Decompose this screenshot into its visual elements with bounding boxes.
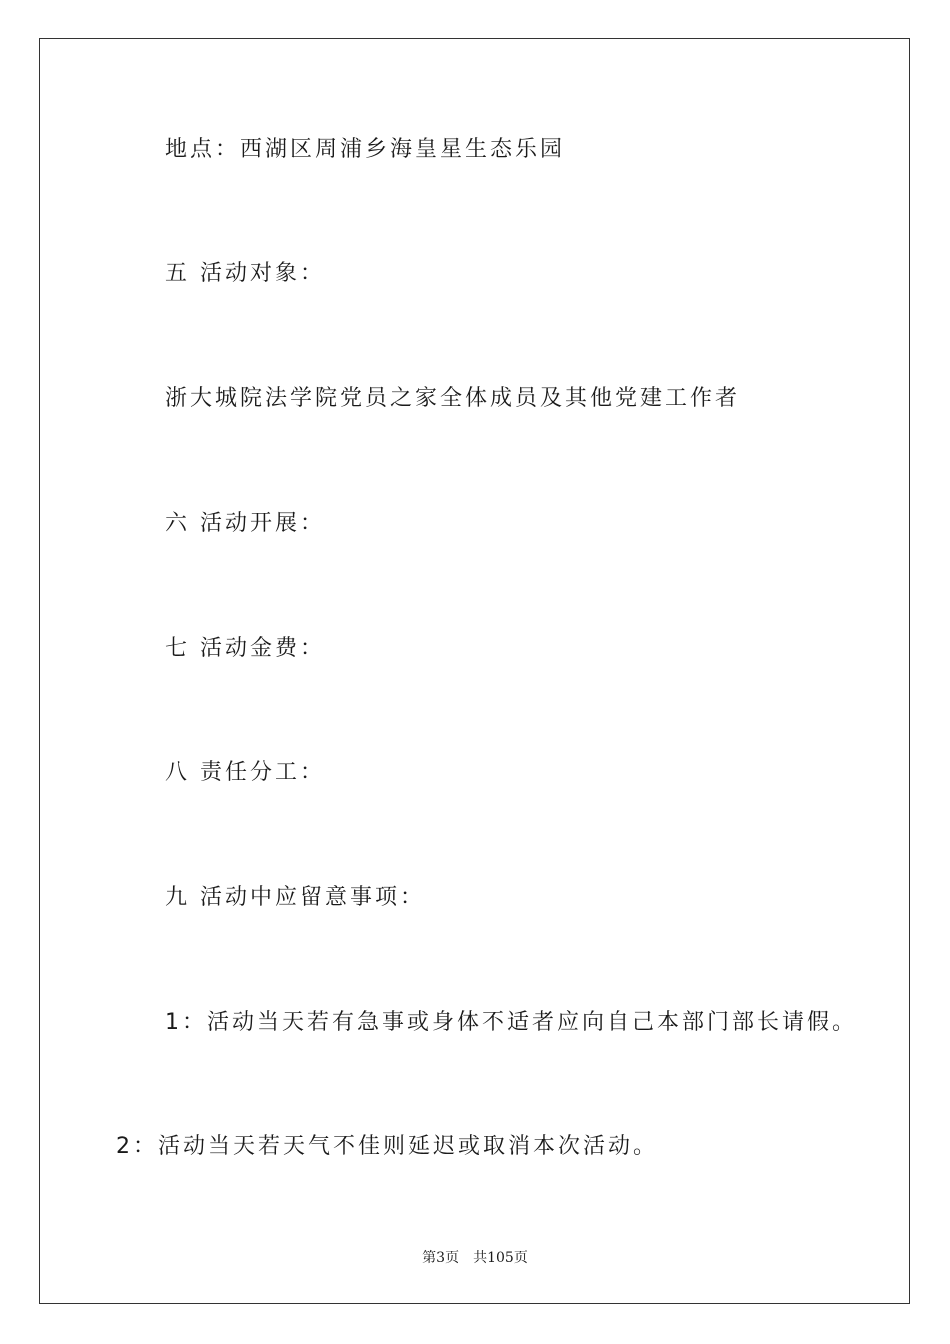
section-nine-heading: 九 活动中应留意事项： (165, 885, 425, 910)
location-line: 地点：西湖区周浦乡海皇星生态乐园 (165, 137, 566, 162)
notice-item-2: 2：活动当天若天气不佳则延迟或取消本次活动。 (116, 1134, 658, 1159)
page-footer (0, 1247, 950, 1267)
participants-line: 浙大城院法学院党员之家全体成员及其他党建工作者 (165, 386, 741, 411)
notice-item-1: 1：活动当天若有急事或身体不适者应向自己本部门部长请假。 (165, 1010, 857, 1035)
page-border (39, 38, 910, 1304)
section-seven-heading: 七 活动金费： (165, 636, 325, 661)
total-pages: 共105页 (473, 1250, 528, 1266)
section-eight-heading: 八 责任分工： (165, 760, 325, 785)
page-number: 第3页 (422, 1250, 460, 1266)
section-six-heading: 六 活动开展： (165, 511, 325, 536)
section-five-heading: 五 活动对象： (165, 261, 325, 286)
